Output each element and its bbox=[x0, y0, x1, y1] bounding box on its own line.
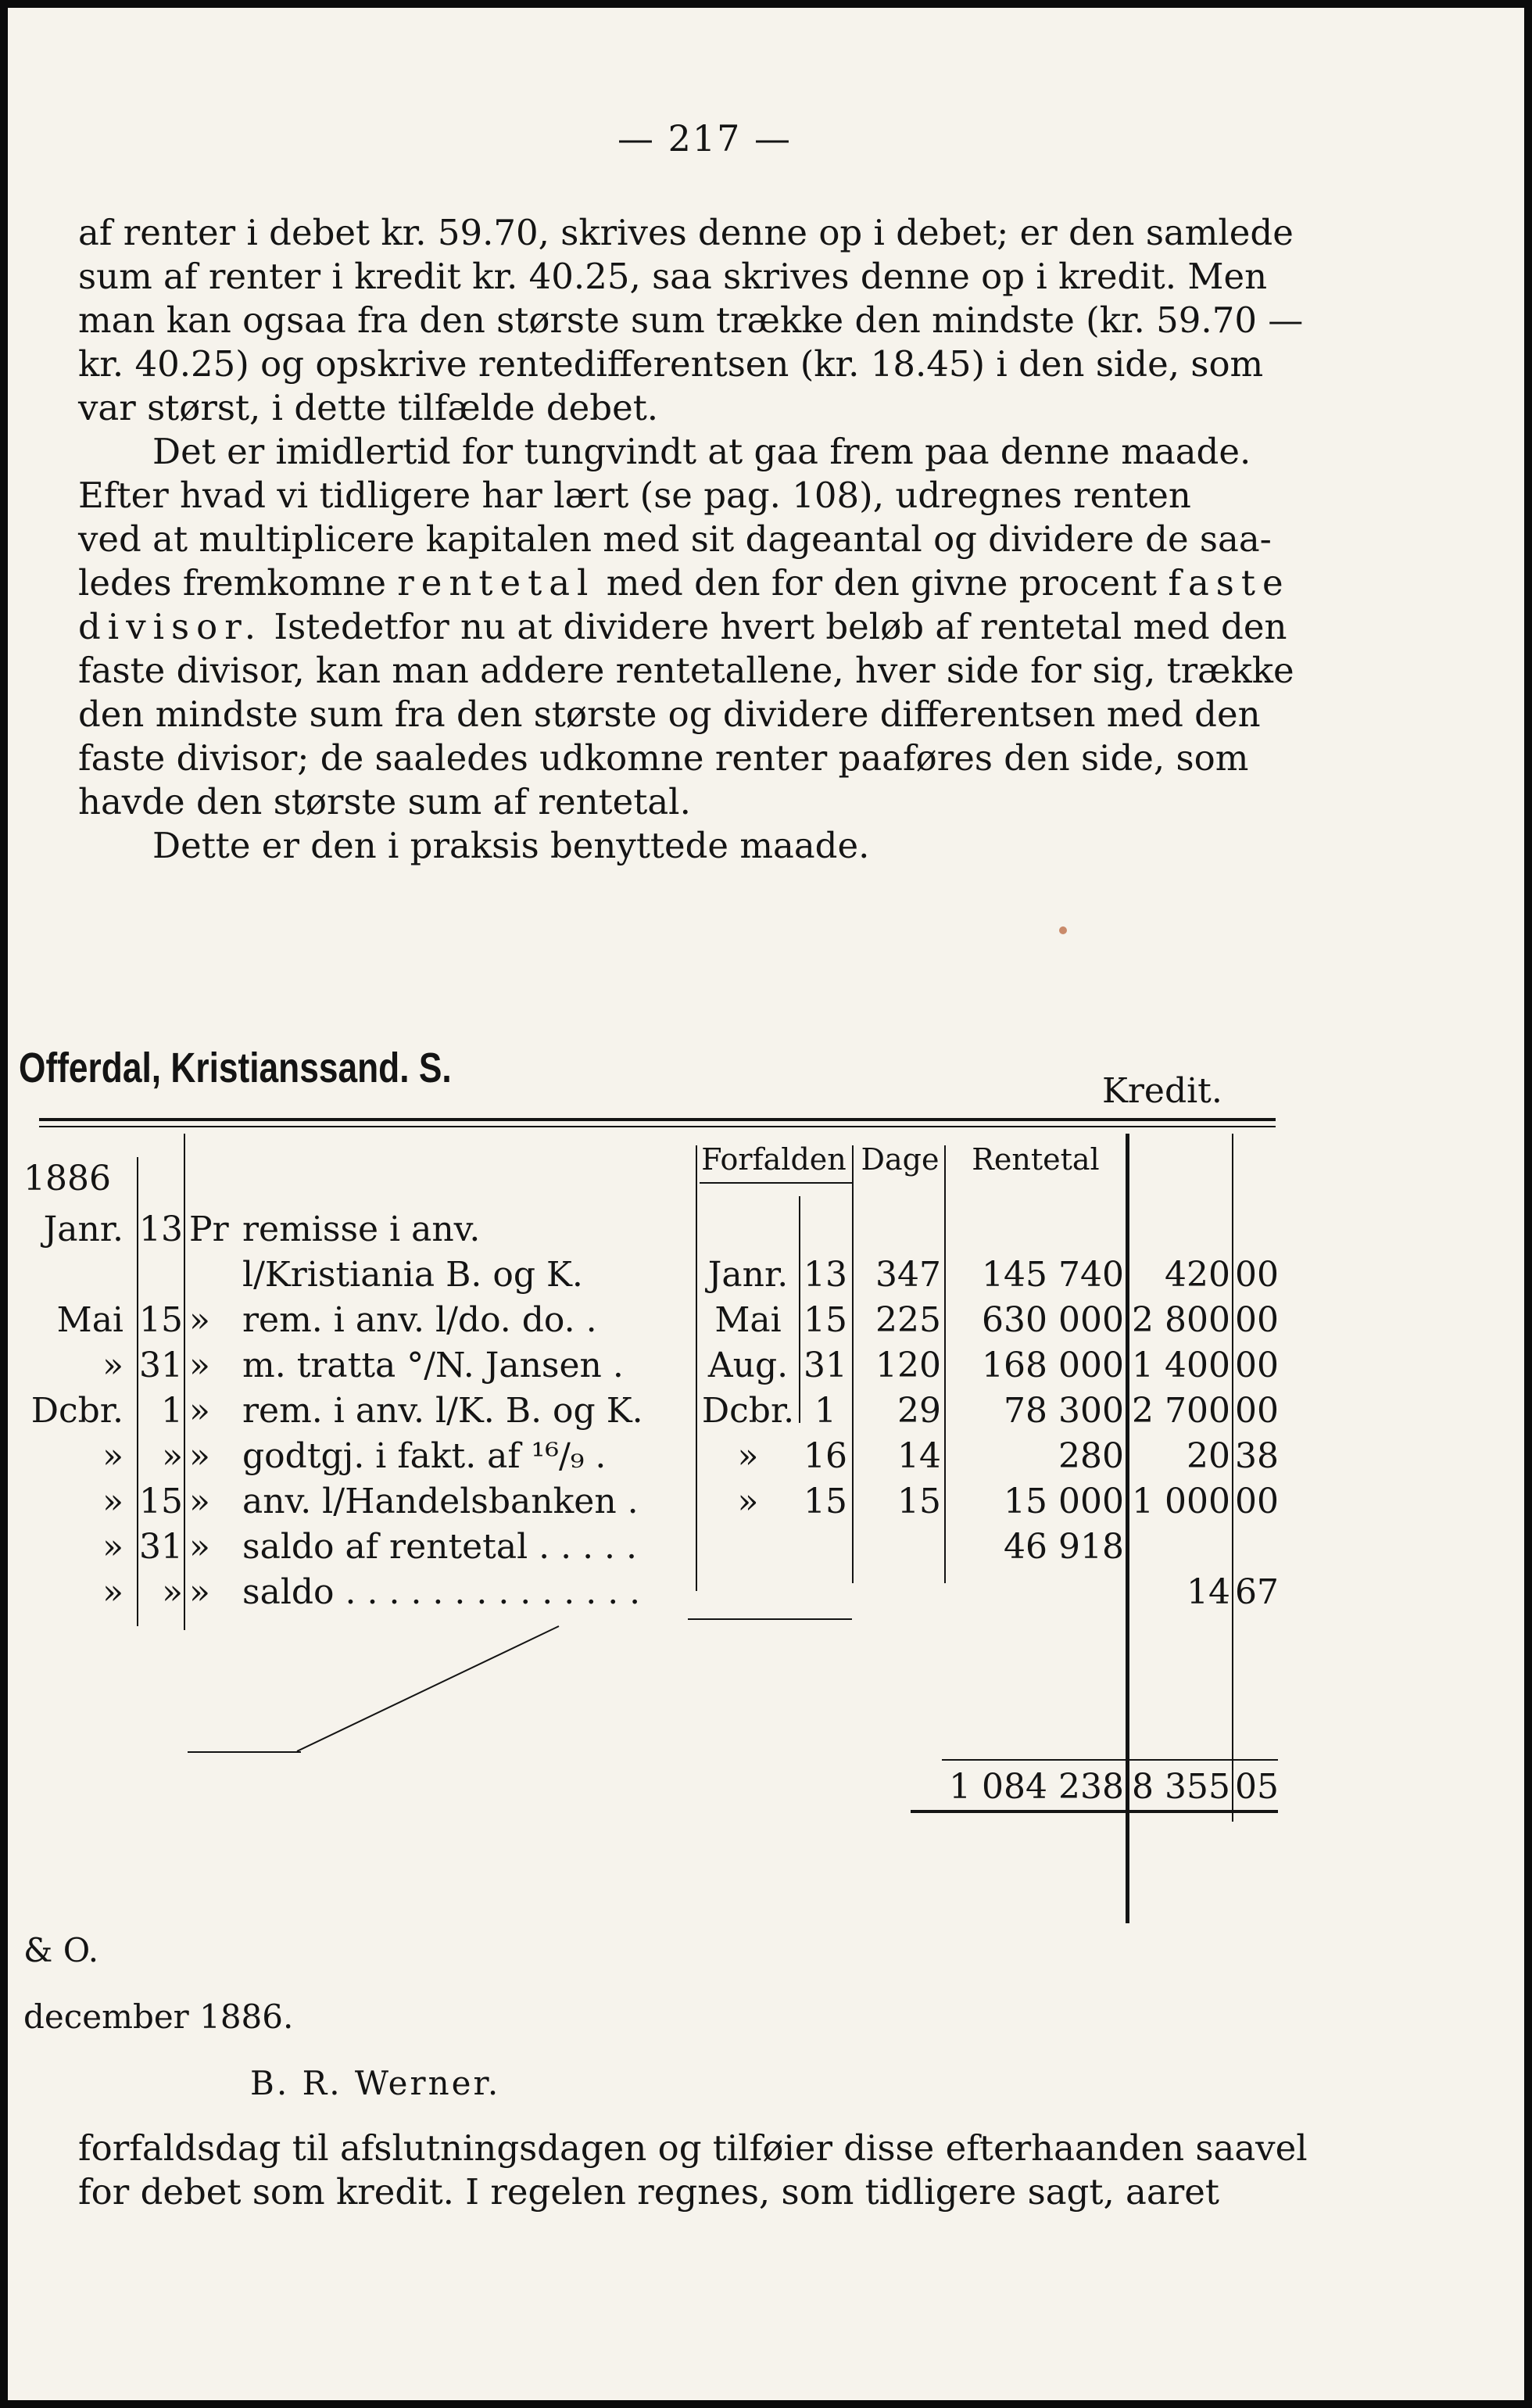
total-ore: 05 bbox=[1235, 1767, 1279, 1807]
entry-text: m. tratta °/N. Jansen . bbox=[242, 1346, 624, 1385]
entry-text: saldo af rentetal . . . . . bbox=[242, 1527, 638, 1567]
para-3: Dette er den i praksis benyttede maade. bbox=[152, 825, 870, 866]
entry-day: » bbox=[162, 1436, 183, 1476]
entry-month: Mai bbox=[56, 1300, 123, 1340]
entry-rentetal: 15 000 bbox=[1004, 1482, 1124, 1521]
entry-text: l/Kristiania B. og K. bbox=[242, 1255, 583, 1295]
entry-month: » bbox=[102, 1572, 123, 1612]
ink-spot bbox=[1059, 926, 1067, 934]
ledger-title: Offerdal, Kristianssand. S. bbox=[19, 1045, 452, 1091]
entry-kroner: 2 700 bbox=[1132, 1391, 1230, 1431]
entry-due-day: 13 bbox=[804, 1255, 847, 1295]
entry-ore: 00 bbox=[1235, 1346, 1279, 1385]
col-line bbox=[696, 1145, 697, 1591]
entry-due-month: Mai bbox=[714, 1300, 782, 1340]
para-4: forfaldsdag til afslutningsdagen og tilføier disse efterhaanden saavel for debet som kredit. I regelen regnes, som tidligere sagt, aaret bbox=[78, 2127, 1308, 2213]
entry-pr: » bbox=[189, 1391, 210, 1431]
total-rule-bottom bbox=[911, 1810, 1278, 1813]
entry-pr: » bbox=[189, 1346, 210, 1385]
entry-text: godtgj. i fakt. af ¹⁶/₉ . bbox=[242, 1436, 607, 1476]
entry-text: rem. i anv. l/do. do. . bbox=[242, 1300, 597, 1340]
total-rule-top bbox=[942, 1759, 1278, 1761]
entry-rentetal: 145 740 bbox=[982, 1255, 1124, 1295]
signature-name: B. R. Werner. bbox=[250, 2064, 501, 2102]
header-forfalden: Forfalden bbox=[701, 1142, 847, 1177]
entry-kroner: 20 bbox=[1187, 1436, 1230, 1476]
ledger-side-label: Kredit. bbox=[1102, 1071, 1222, 1111]
entry-due-month: Janr. bbox=[707, 1255, 789, 1295]
entry-rentetal: 630 000 bbox=[982, 1300, 1124, 1340]
col-line-bold bbox=[1126, 1134, 1129, 1923]
entry-rentetal: 78 300 bbox=[1004, 1391, 1124, 1431]
header-underline bbox=[700, 1182, 852, 1184]
signature-firm-suffix: & O. bbox=[23, 1931, 99, 1969]
entry-month: » bbox=[102, 1436, 123, 1476]
signature-date: december 1886. bbox=[23, 1998, 294, 2036]
entry-rentetal: 280 bbox=[1058, 1436, 1124, 1476]
ledger-top-rule-2 bbox=[39, 1126, 1276, 1127]
entry-due-day: 16 bbox=[804, 1436, 847, 1476]
entry-days: 29 bbox=[897, 1391, 941, 1431]
entry-day: 13 bbox=[139, 1209, 183, 1249]
entry-pr: » bbox=[189, 1527, 210, 1567]
entry-text: remisse i anv. bbox=[242, 1209, 481, 1249]
entry-kroner: 14 bbox=[1187, 1572, 1230, 1612]
entry-due-month: » bbox=[737, 1482, 759, 1521]
cancel-line bbox=[297, 1626, 559, 1751]
entry-ore: 00 bbox=[1235, 1391, 1279, 1431]
entry-ore: 00 bbox=[1235, 1255, 1279, 1295]
entry-text: anv. l/Handelsbanken . bbox=[242, 1482, 639, 1521]
body-text-top bbox=[78, 211, 1337, 868]
col-line bbox=[799, 1196, 800, 1423]
year-label: 1886 bbox=[23, 1159, 111, 1199]
body-text-bottom bbox=[78, 2127, 1337, 2214]
entry-pr: Pr bbox=[189, 1209, 229, 1249]
entry-days: 225 bbox=[875, 1300, 941, 1340]
total-rentetal: 1 084 238 bbox=[949, 1767, 1124, 1807]
page bbox=[8, 8, 1524, 2400]
entry-day: 31 bbox=[139, 1346, 183, 1385]
entry-days: 347 bbox=[875, 1255, 941, 1295]
entry-due-day: 31 bbox=[804, 1346, 847, 1385]
header-dage: Dage bbox=[861, 1142, 940, 1177]
entry-days: 14 bbox=[897, 1436, 941, 1476]
entry-day: 15 bbox=[139, 1300, 183, 1340]
entry-due-day: 1 bbox=[814, 1391, 836, 1431]
page-number: — 217 — bbox=[617, 117, 793, 159]
entry-ore: 00 bbox=[1235, 1300, 1279, 1340]
entry-month: Janr. bbox=[43, 1209, 123, 1249]
entry-kroner: 2 800 bbox=[1132, 1300, 1230, 1340]
entry-day: 31 bbox=[139, 1527, 183, 1567]
entry-ore: 38 bbox=[1235, 1436, 1279, 1476]
header-rentetal: Rentetal bbox=[972, 1142, 1100, 1177]
para-2: Det er imidlertid for tungvindt at gaa frem paa denne maade. Efter hvad vi tidligere har lært (se pag. 108), udregnes renten ved at multiplicere kapitalen med sit dageantal og dividere de saa- ledes fremkomne rentetal med den for den givne procent faste divisor. Istedetfor nu at dividere hvert beløb af rentetal med den faste divisor, kan man addere rentetallene, hver side for sig, trække den mindste sum fra den største og dividere differentsen med den faste divisor; de saaledes udkomne renter paaføres den side, som havde den største sum af rentetal. bbox=[78, 431, 1294, 822]
entry-rentetal: 46 918 bbox=[1004, 1527, 1124, 1567]
para-1: af renter i debet kr. 59.70, skrives denne op i debet; er den samlede sum af renter i kredit kr. 40.25, saa skrives denne op i kredit. Men man kan ogsaa fra den største sum trække den mindste (kr. 59.70 — kr. 40.25) og opskrive rentedifferentsen (kr. 18.45) i den side, som var størst, i dette tilfælde debet. bbox=[78, 212, 1304, 428]
entry-pr: » bbox=[189, 1436, 210, 1476]
entry-due-day: 15 bbox=[804, 1482, 847, 1521]
col-line bbox=[852, 1145, 854, 1583]
entry-ore: 67 bbox=[1235, 1572, 1279, 1612]
entry-days: 15 bbox=[897, 1482, 941, 1521]
entry-month: » bbox=[102, 1482, 123, 1521]
total-kroner: 8 355 bbox=[1132, 1767, 1230, 1807]
entry-kroner: 1 400 bbox=[1132, 1346, 1230, 1385]
entry-pr: » bbox=[189, 1300, 210, 1340]
entry-month: » bbox=[102, 1346, 123, 1385]
entry-day: 15 bbox=[139, 1482, 183, 1521]
col-line bbox=[1232, 1134, 1233, 1822]
entry-rentetal: 168 000 bbox=[982, 1346, 1124, 1385]
row-rule bbox=[188, 1751, 301, 1753]
entry-kroner: 420 bbox=[1165, 1255, 1230, 1295]
entry-pr: » bbox=[189, 1572, 210, 1612]
entry-due-month: » bbox=[737, 1436, 759, 1476]
entry-text: saldo . . . . . . . . . . . . . . bbox=[242, 1572, 641, 1612]
entry-due-month: Aug. bbox=[707, 1346, 789, 1385]
entry-month: » bbox=[102, 1527, 123, 1567]
col-line bbox=[184, 1134, 185, 1630]
entry-kroner: 1 000 bbox=[1132, 1482, 1230, 1521]
entry-days: 120 bbox=[875, 1346, 941, 1385]
entry-text: rem. i anv. l/K. B. og K. bbox=[242, 1391, 643, 1431]
row-rule bbox=[688, 1618, 852, 1620]
entry-month: Dcbr. bbox=[30, 1391, 123, 1431]
cancel-stroke bbox=[289, 1618, 571, 1759]
entry-due-day: 15 bbox=[804, 1300, 847, 1340]
entry-due-month: Dcbr. bbox=[701, 1391, 795, 1431]
entry-ore: 00 bbox=[1235, 1482, 1279, 1521]
entry-day: 1 bbox=[161, 1391, 183, 1431]
entry-pr: » bbox=[189, 1482, 210, 1521]
ledger-top-rule bbox=[39, 1118, 1276, 1121]
entry-day: » bbox=[162, 1572, 183, 1612]
